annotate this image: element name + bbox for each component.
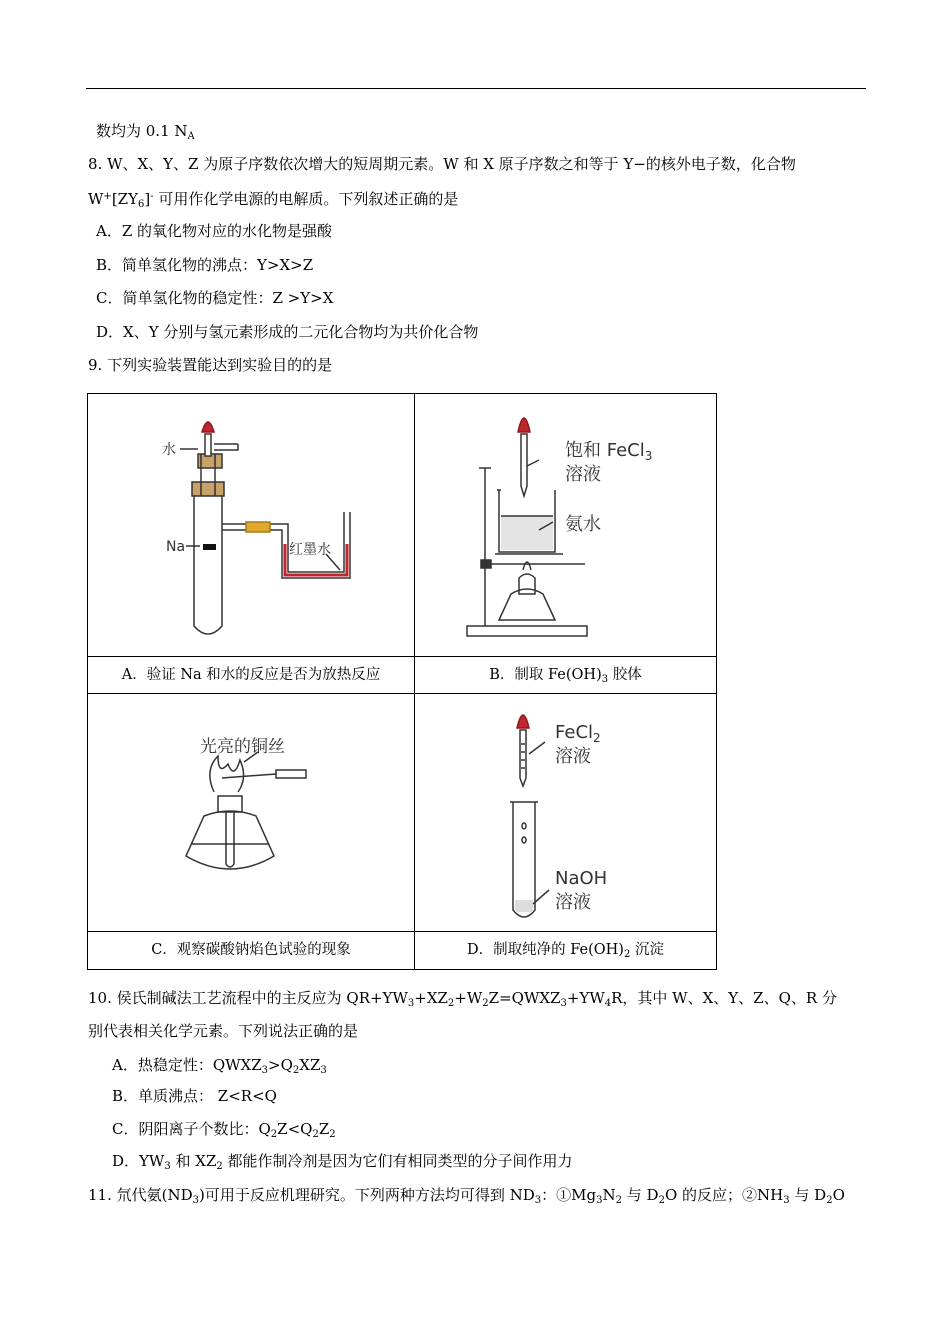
label-ammonia: 氨水 — [565, 514, 601, 535]
label-na: Na — [166, 539, 186, 555]
apparatus-d-icon — [415, 694, 715, 931]
q10-line1: 10. 侯氏制碱法工艺流程中的主反应为 $QR+YW_3+XZ_2+W_2Z=QWXZ_3+YW_4R$，其中 W、X、Y、Z、Q、R 分 — [88, 989, 837, 1009]
header-rule — [86, 88, 866, 89]
q10-option-a: A．热稳定性：$QWXZ_3>Q_2XZ_3$ — [112, 1056, 327, 1076]
q10-line2: 别代表相关化学元素。下列说法正确的是 — [88, 1022, 359, 1040]
top-line: 数均为 0.1 $N_A$ — [96, 122, 195, 142]
label-solution-d1: 溶液 — [555, 746, 591, 767]
caption-a: A．验证 Na 和水的反应是否为放热反应 — [88, 657, 415, 694]
label-naoh: NaOH — [555, 868, 608, 889]
label-red-ink: 红墨水 — [289, 542, 331, 558]
q11-line1: 11. 氘代氨$(ND_3)$可用于反应机理研究。下列两种方法均可得到 $ND_3$：$①Mg_3N_2$ 与 $D_2O$ 的反应；$②NH_3$ 与 $D_2O$ — [88, 1186, 845, 1206]
q9-figure-table — [87, 393, 717, 970]
caption-c: C．观察碳酸钠焰色试验的现象 — [88, 932, 415, 969]
figure-c — [88, 694, 415, 932]
q8-option-b: B．简单氢化物的沸点：Y>X>Z — [96, 256, 314, 274]
label-solution-d2: 溶液 — [555, 892, 591, 913]
label-water: 水 — [162, 442, 176, 458]
caption-b: B．制取 $Fe(OH)_3$ 胶体 — [415, 657, 716, 694]
figure-a — [88, 394, 415, 657]
q10-option-b: B．单质沸点： Z<R<Q — [112, 1087, 277, 1105]
q8-option-d: D．X、Y 分别与氢元素形成的二元化合物均为共价化合物 — [96, 323, 479, 341]
apparatus-c-icon — [88, 694, 414, 931]
q8-line1: 8. W、X、Y、Z 为原子序数依次增大的短周期元素。W 和 X 原子序数之和等于 Y−的核外电子数，化合物 — [88, 155, 796, 173]
label-solution-b: 溶液 — [565, 464, 601, 485]
caption-d: D．制取纯净的 $Fe(OH)_2$ 沉淀 — [467, 942, 664, 960]
figure-d — [415, 694, 716, 932]
q8-option-c: C．简单氢化物的稳定性：Z >Y>X — [96, 289, 334, 307]
q9-stem: 9. 下列实验装置能达到实验目的的是 — [88, 356, 333, 374]
figure-b — [415, 394, 716, 657]
label-fecl3: 饱和 FeCl$_3$ — [565, 440, 653, 463]
q10-option-c: C．阴阳离子个数比：$Q_2Z<Q_2Z_2$ — [112, 1120, 336, 1140]
apparatus-b-icon — [415, 394, 715, 656]
label-copper-wire: 光亮的铜丝 — [200, 737, 285, 757]
label-fecl2: FeCl$_2$ — [555, 722, 601, 745]
q8-option-a: A．Z 的氧化物对应的水化物是强酸 — [96, 222, 333, 240]
q10-option-d: D．$YW_3$ 和 $XZ_2$ 都能作制冷剂是因为它们有相同类型的分子间作用力 — [112, 1152, 573, 1172]
apparatus-a-icon — [88, 394, 414, 656]
q8-line2: $W^+[ZY_6]^-$ 可用作化学电源的电解质。下列叙述正确的是 — [88, 190, 459, 210]
